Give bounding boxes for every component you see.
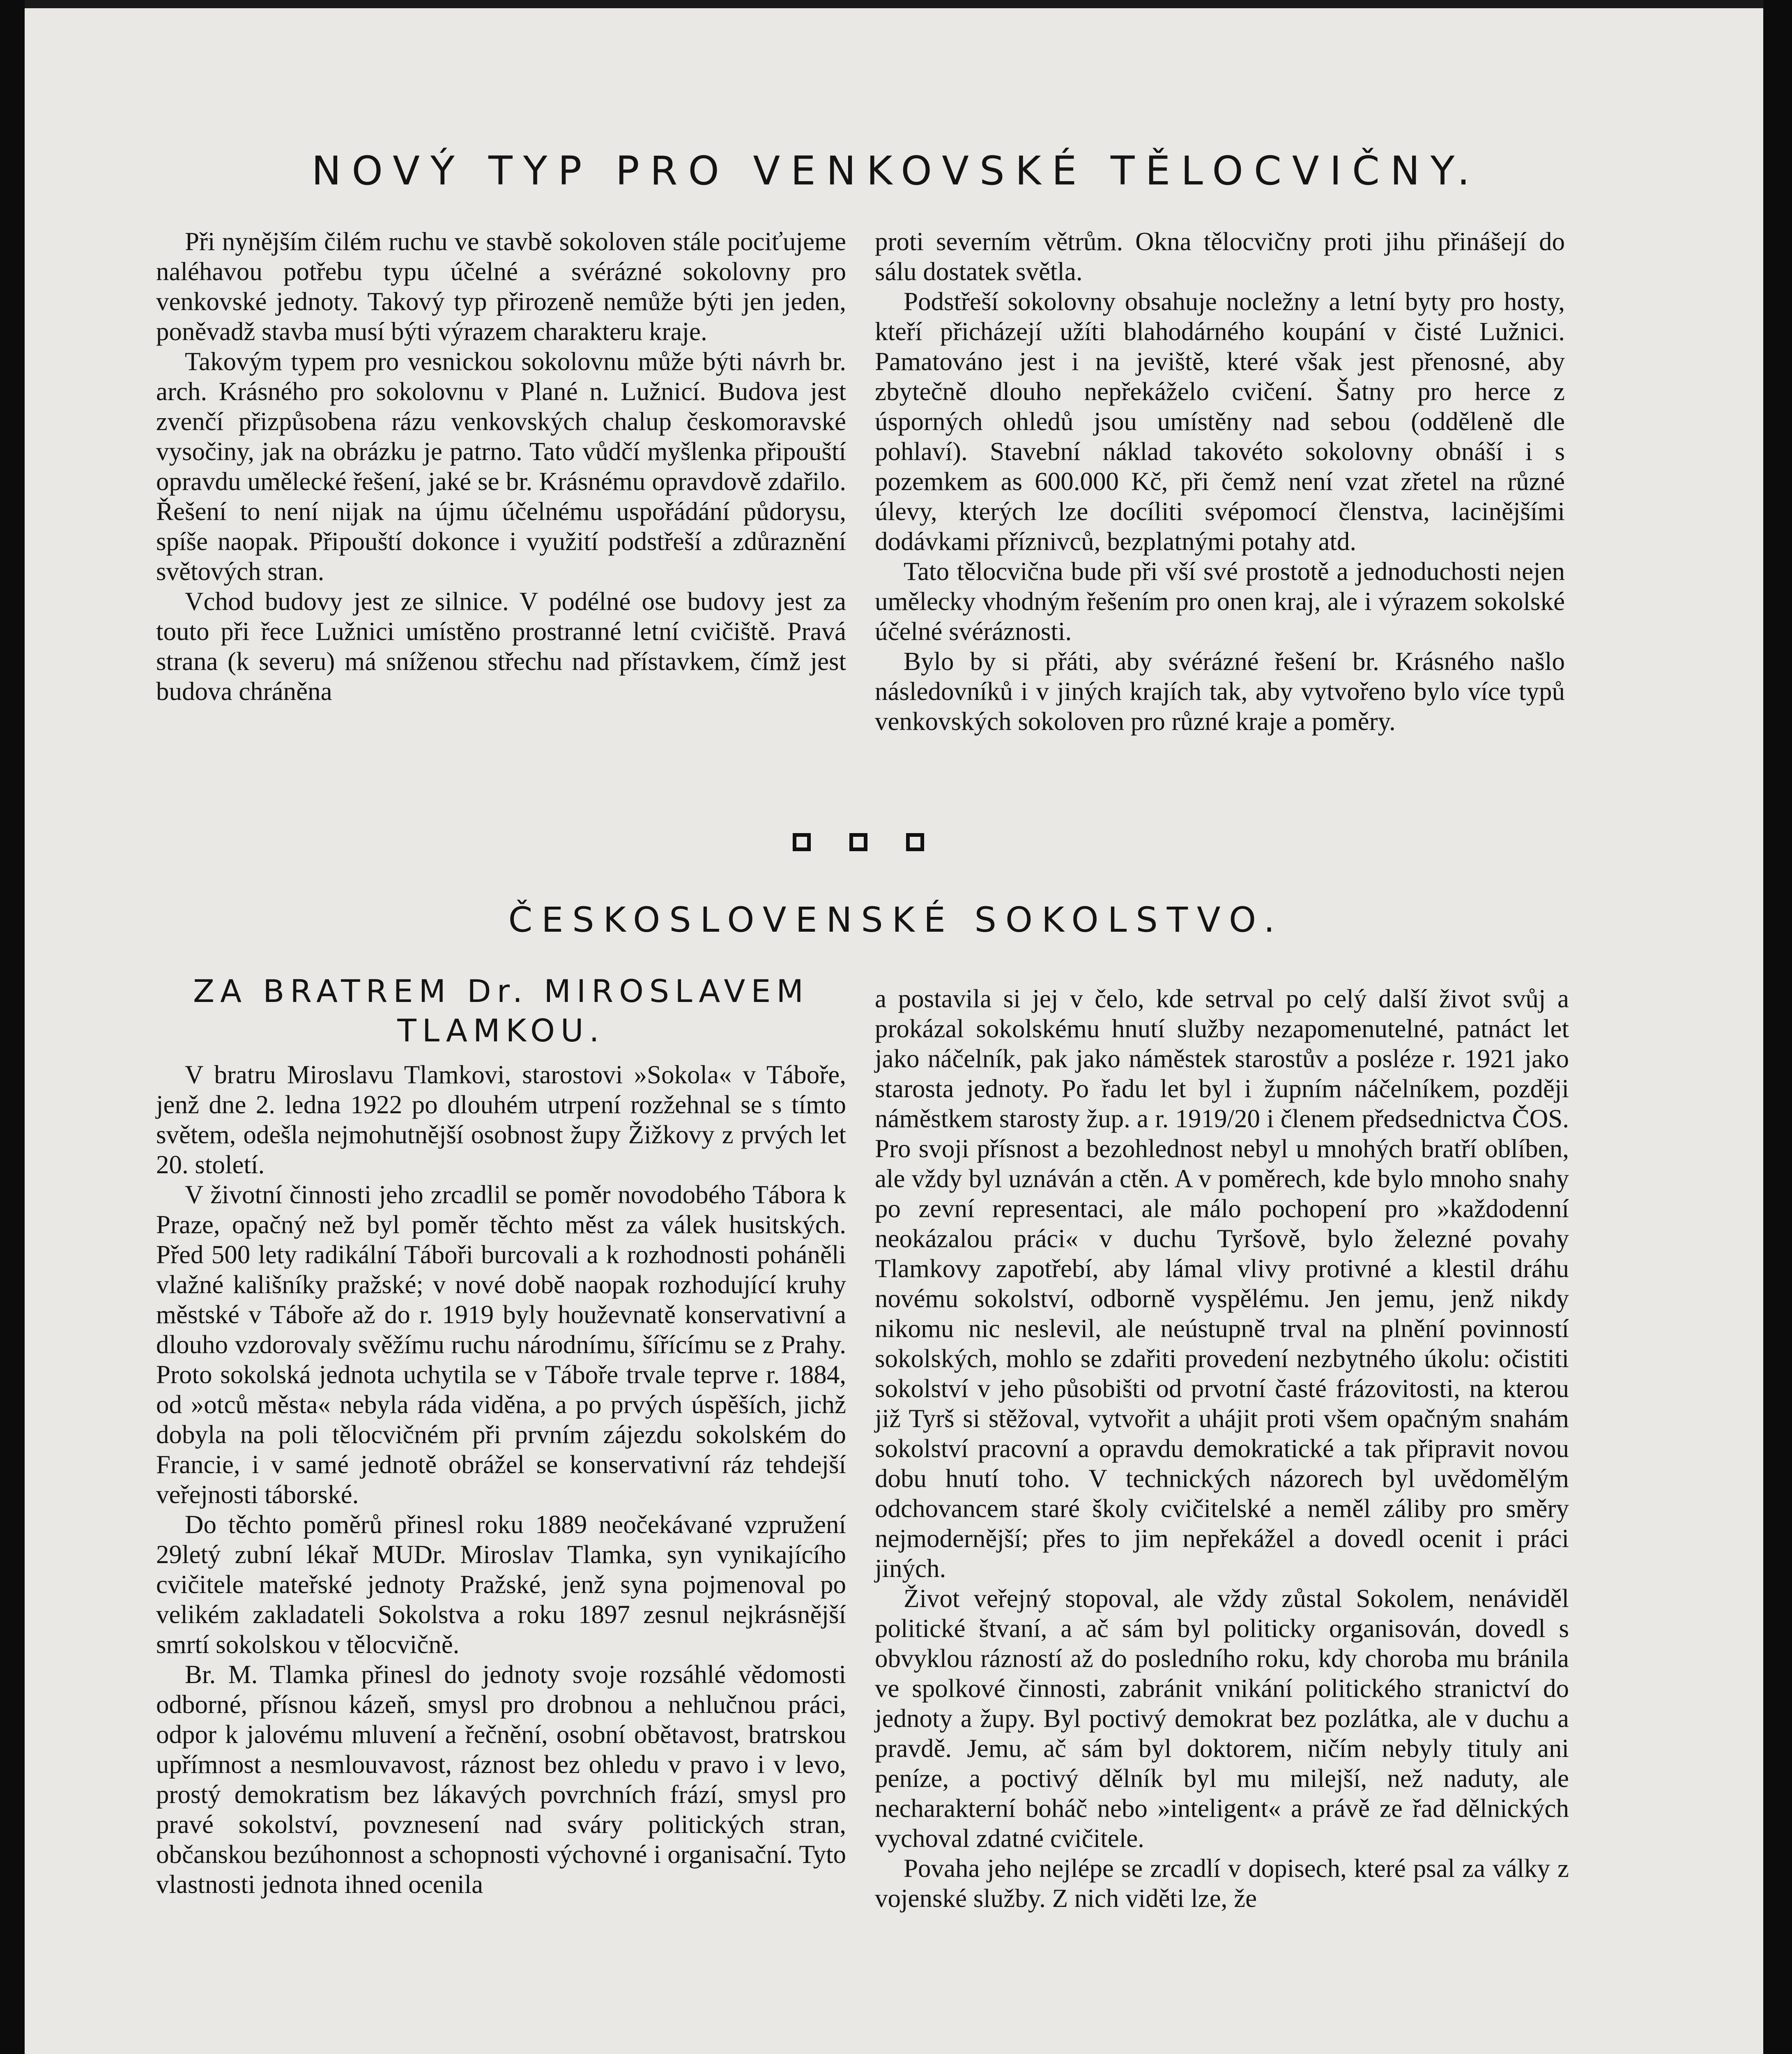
section-title: ČESKOSLOVENSKÉ SOKOLSTVO. [508,900,1284,940]
article1-column-right [875,227,1565,737]
paragraph: V bratru Miroslavu Tlamkovi, starostovi »Sokola« v Táboře, jenž dne 2. ledna 1922 po dlouhém utrpení rozžehnal se s tímto světem, odešla nejmohutnější osobnost župy Žižkovy z prvých let 20. století. [156,1060,846,1179]
scan-border-right [1763,0,1792,2054]
paragraph: a postavila si jej v čelo, kde setrval po celý další život svůj a prokázal sokolskému hnutí služby nezapomenutelné, patnáct let jako náčelník, pak jako náměstek starostův a posléze r. 1921 jako starosta jednoty. Po řadu let byl i župním náčelníkem, později náměstkem starosty žup. a r. 1919/20 i členem předsednictva ČOS. Pro svoji přísnost a bezohlednost nebyl u mnohých bratří oblíben, ale vždy byl uznáván a ctěn. A v poměrech, kde bylo mnoho snahy po zevní representaci, ale málo pochopení pro »každodenní neokázalou práci« v duchu Tyršově, bylo železné povahy Tlamkovy zapotřebí, aby lámal vlivy protivné a klestil dráhu novému sokolství, odborně vyspělému. Jen jemu, jenž nikdy nikomu nic neslevil, ale neústupně trval na plnění povinností sokolských, mohlo se zdařiti provedení nezbytného úkolu: očistiti sokolství v jeho působišti od prvotní časté frázovitosti, na kterou již Tyrš si stěžoval, vytvořit a uhájit proti všem opačným snahám sokolství pracovní a opravdu demokratické a tak připravit novou dobu hnutí toho. V technických názorech byl uvědomělým odchovancem staré školy cvičitelské a neměl záliby pro směry nejmodernější; přes to jim nepřekážel a dovedl ocenit i práci jiných. [875,984,1569,1583]
paragraph: Vchod budovy jest ze silnice. V podélné ose budovy jest za touto při řece Lužnici umístěno prostranné letní cvičiště. Pravá strana (k severu) má sníženou střechu nad přístavkem, čímž jest budova chráněna [156,587,846,706]
section-divider [793,830,924,859]
divider-square-icon [906,833,924,851]
article2-title: ZA BRATREM Dr. MIROSLAVEM TLAMKOU. [193,973,809,1049]
article2-column-left [156,1060,846,1900]
paragraph: proti severním větrům. Okna tělocvičny proti jihu přinášejí do sálu dostatek světla. [875,227,1565,286]
paragraph: V životní činnosti jeho zrcadlil se poměr novodobého Tábora k Praze, opačný než byl poměr těchto měst za válek husitských. Před 500 lety radikální Táboři burcovali a k rozhodnosti poháněli vlažné kališníky pražské; v nové době naopak rozhodující kruhy městské v Táboře až do r. 1919 byly houževnatě konservativní a dlouho vzdorovaly svěžímu ruchu národnímu, šířícímu se z Prahy. Proto sokolská jednota uchytila se v Táboře trvale teprve r. 1884, od »otců města« nebyla ráda viděna, a po prvých úspěších, jichž dobyla na poli tělocvičném při prvním zájezdu sokolském do Francie, i v samé jednotě obrážel se konservativní ráz tehdejší veřejnosti táborské. [156,1180,846,1509]
paragraph: Do těchto poměrů přinesl roku 1889 neočekávané vzpružení 29letý zubní lékař MUDr. Miroslav Tlamka, syn vynikajícího cvičitele mateřské jednoty Pražské, jenž syna pojmenoval po velikém zakladateli Sokolstva a roku 1897 zesnul nejkrásnější smrtí sokolskou v tělocvičně. [156,1510,846,1659]
paragraph: Život veřejný stopoval, ale vždy zůstal Sokolem, nenáviděl politické štvaní, a ač sám byl politicky organisován, dovedl s obvyklou rázností až do posledního roku, kdy choroba mu bránila ve spolkové činnosti, zabránit vnikání politického stranictví do jednoty a župy. Byl poctivý demokrat bez pozlátka, ale v duchu a pravdě. Jemu, ač sám byl doktorem, ničím nebyly tituly ani peníze, a poctivý dělník byl mu milejší, než naduty, ale necharakterní boháč nebo »inteligent« a právě ze řad dělnických vychoval zdatné cvičitele. [875,1584,1569,1853]
paragraph: Tato tělocvična bude při vší své prostotě a jednoduchosti nejen umělecky vhodným řešením pro onen kraj, ale i výrazem sokolské účelné svéráznosti. [875,557,1565,646]
paragraph: Bylo by si přáti, aby svérázné řešení br. Krásného našlo následovníků i v jiných krajích tak, aby vytvořeno bylo více typů venkovských sokoloven pro různé kraje a poměry. [875,647,1565,736]
divider-square-icon [849,833,867,851]
paragraph: Podstřeší sokolovny obsahuje nocležny a letní byty pro hosty, kteří přicházejí užíti blahodárného koupání v čisté Lužnici. Pamatováno jest i na jeviště, které však jest přenosné, aby zbytečně dlouho nepřekáželo cvičení. Šatny pro herce z úsporných ohledů jsou umístěny nad sebou (odděleně dle pohlaví). Stavební náklad takovéto sokolovny obnáší i s pozemkem as 600.000 Kč, při čemž není vzat zřetel na různé úlevy, kterých lze docíliti svépomocí členstva, lacinějšími dodávkami příznivců, bezplatnými potahy atd. [875,287,1565,556]
scan-border-top [0,0,1792,8]
article1-column-left [156,227,846,707]
divider-square-icon [793,833,811,851]
paragraph: Takovým typem pro vesnickou sokolovnu může býti návrh br. arch. Krásného pro sokolovnu v Plané n. Lužnicí. Budova jest zvenčí přizpůsobena rázu venkovských chalup českomoravské vysočiny, jak na obrázku je patrno. Tato vůdčí myšlenka připouští opravdu umělecké řešení, jaké se br. Krásnému opravdově zdařilo. Řešení to není nijak na újmu účelnému uspořádání půdorysu, spíše naopak. Připouští dokonce i využití podstřeší a zdůraznění světových stran. [156,347,846,586]
scan-border-left [0,0,25,2054]
paragraph: Br. M. Tlamka přinesl do jednoty svoje rozsáhlé vědomosti odborné, přísnou kázeň, smysl pro drobnou a nehlučnou práci, odpor k jalovému mluvení a řečnění, osobní obětavost, bratrskou upřímnost a nesmlouvavost, ráznost bez ohledu v pravo i v levo, prostý demokratism bez lákavých povrchních frází, smysl pro pravé sokolství, povznesení nad sváry politických stran, občanskou bezúhonnost a schopnosti výchovné i organisační. Tyto vlastnosti jednota ihned ocenila [156,1660,846,1899]
paragraph: Povaha jeho nejlépe se zrcadlí v dopisech, které psal za války z vojenské služby. Z nich viděti lze, že [875,1854,1569,1913]
article1-title: NOVÝ TYP PRO VENKOVSKÉ TĚLOCVIČNY. [311,148,1481,194]
paragraph: Při nynějším čilém ruchu ve stavbě sokoloven stále pociťujeme naléhavou potřebu typu účelné a svérázné sokolovny pro venkovské jednoty. Takový typ přirozeně nemůže býti jen jeden, poněvadž stavba musí býti výrazem charakteru kraje. [156,227,846,346]
article2-column-right [875,984,1569,1914]
